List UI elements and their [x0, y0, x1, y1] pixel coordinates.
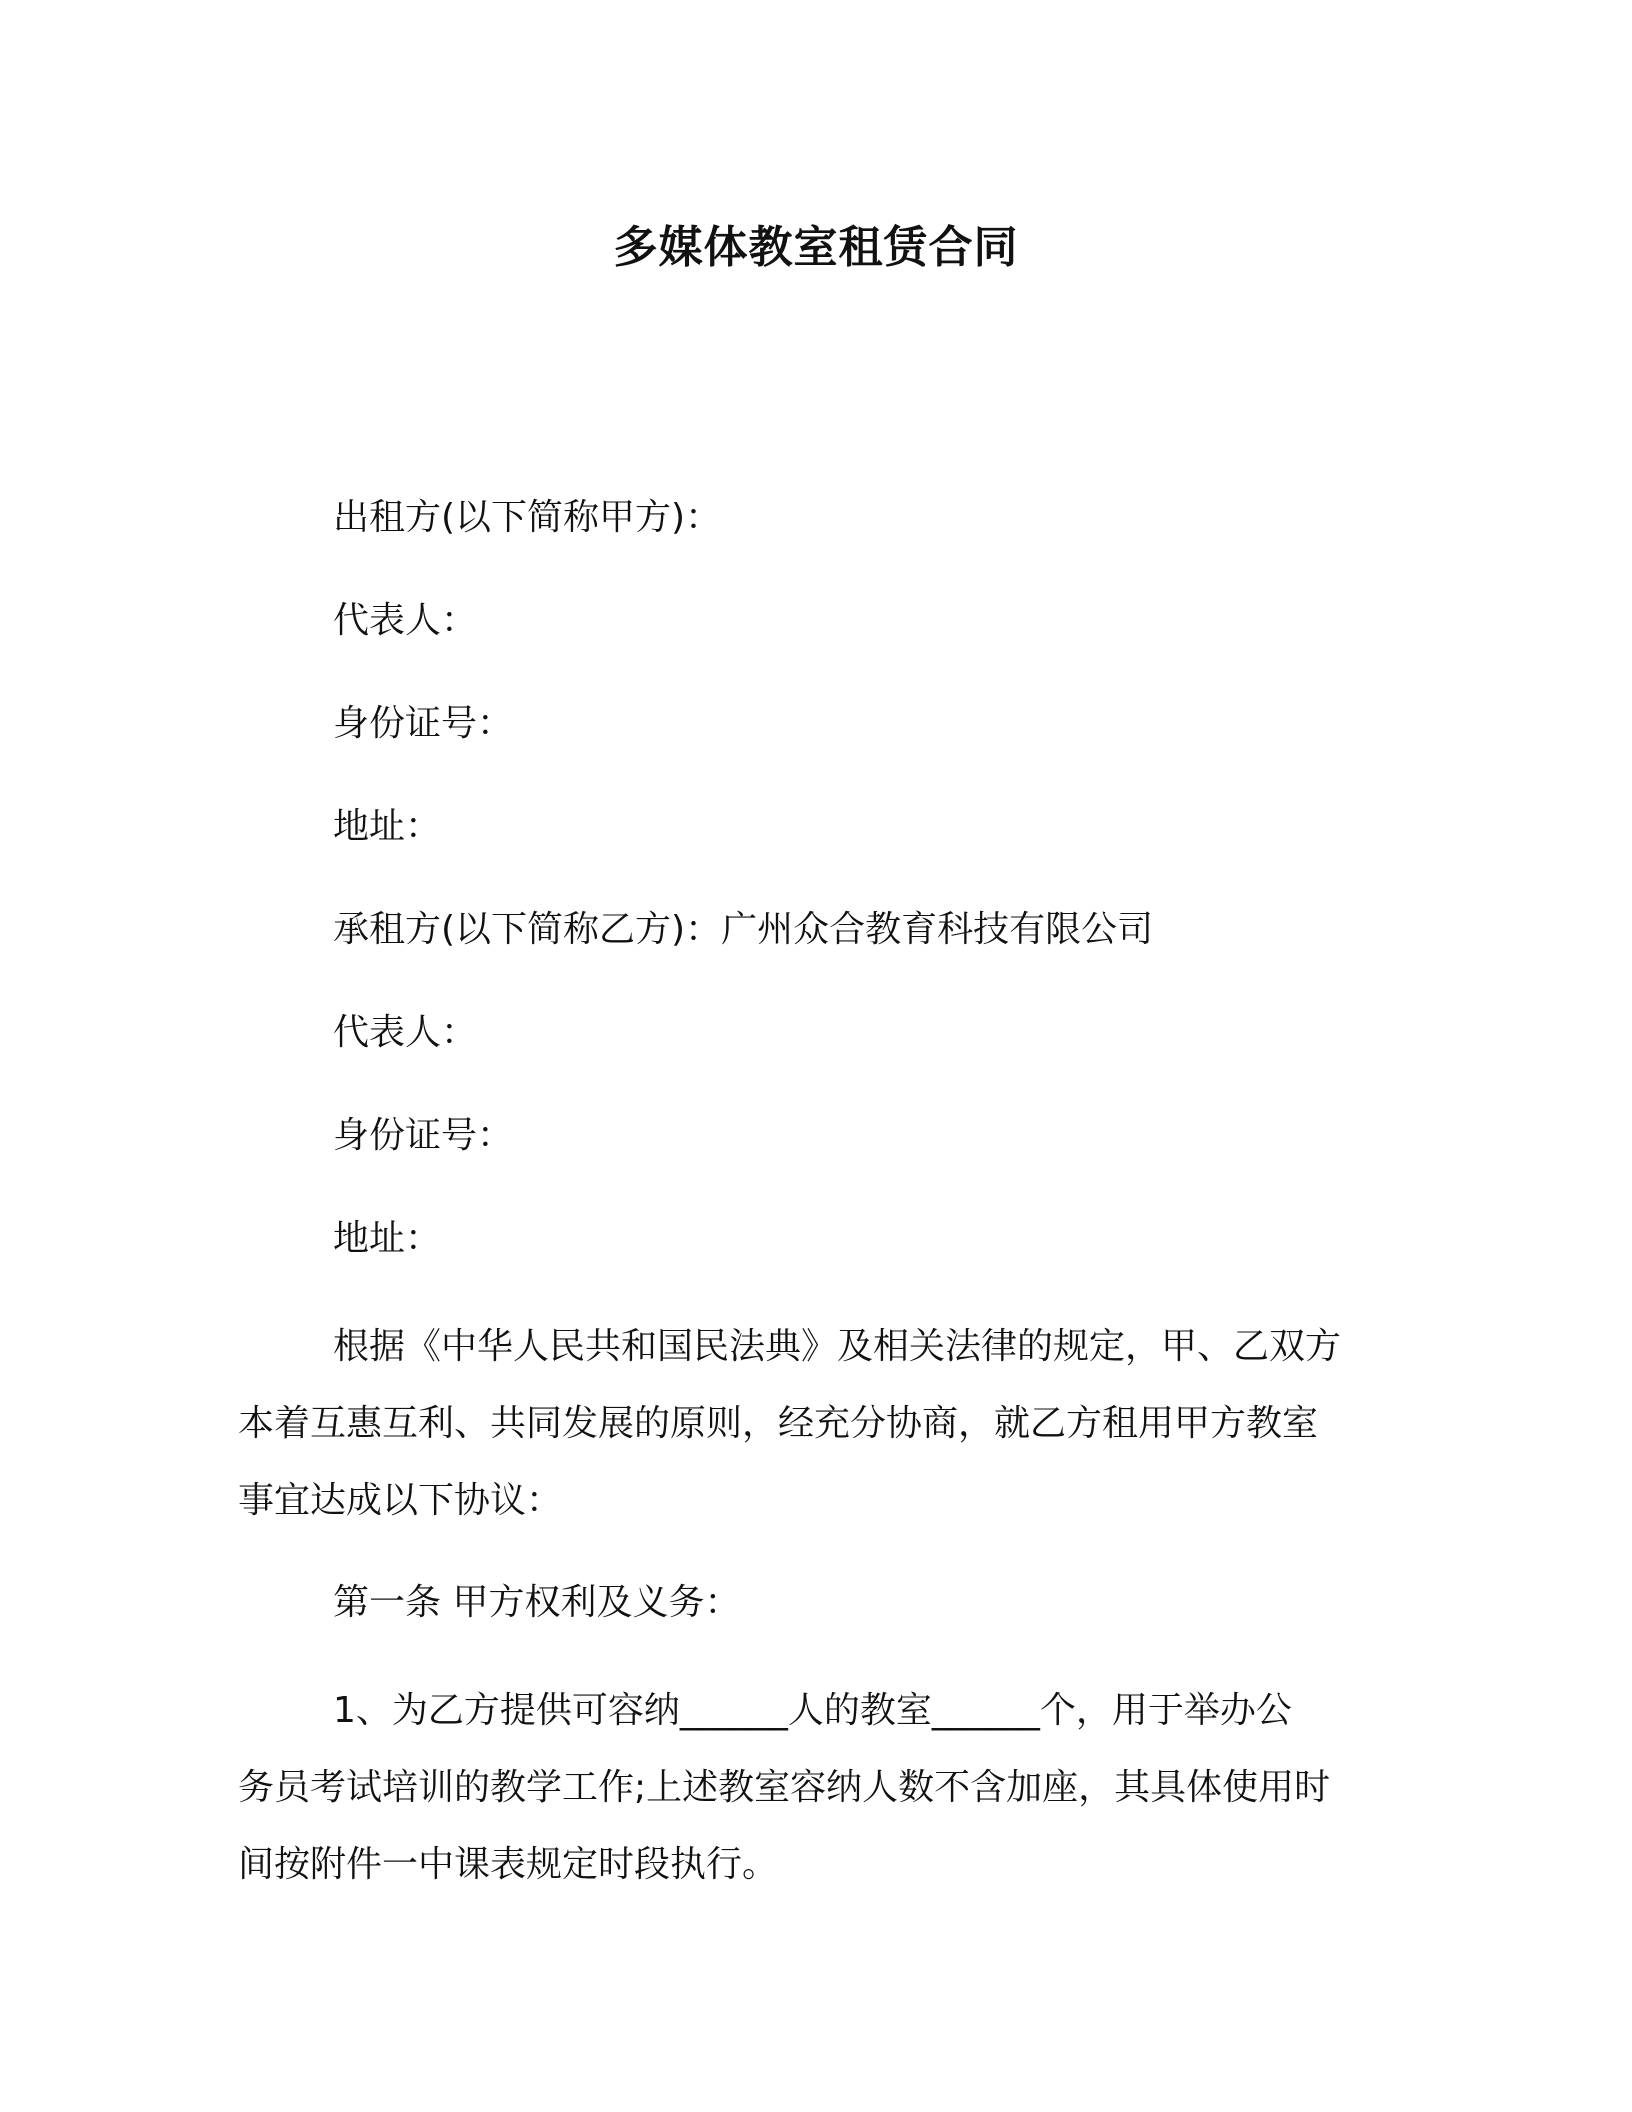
clause-line: 务员考试培训的教学工作;上述教室容纳人数不含加座，其具体使用时	[238, 1767, 1331, 1808]
party-b-representative: 代表人：	[333, 1012, 478, 1053]
clause-line: 间按附件一中课表规定时段执行。	[238, 1844, 779, 1885]
preamble-line: 事宜达成以下协议：	[238, 1480, 563, 1521]
party-a-address: 地址：	[333, 806, 442, 847]
preamble-line: 本着互惠互利、共同发展的原则，经充分协商，就乙方租用甲方教室	[238, 1403, 1319, 1444]
article-1-heading: 第一条 甲方权利及义务：	[333, 1582, 741, 1623]
document-title: 多媒体教室租赁合同	[613, 222, 1019, 273]
preamble-line: 根据《中华人民共和国民法典》及相关法律的规定，甲、乙双方	[333, 1326, 1342, 1367]
party-b-id-number: 身份证号：	[333, 1115, 514, 1156]
party-a-label: 出租方(以下简称甲方)：	[333, 497, 722, 538]
party-a-id-number: 身份证号：	[333, 703, 514, 744]
preamble-paragraph	[238, 1308, 1388, 1539]
party-b-label: 承租方(以下简称乙方)：广州众合教育科技有限公司	[333, 909, 1154, 950]
party-b-address: 地址：	[333, 1218, 442, 1259]
party-a-representative: 代表人：	[333, 600, 478, 641]
clause-line: 1、为乙方提供可容纳______人的教室______个，用于举办公	[333, 1690, 1292, 1731]
clause-1-paragraph	[238, 1672, 1388, 1903]
